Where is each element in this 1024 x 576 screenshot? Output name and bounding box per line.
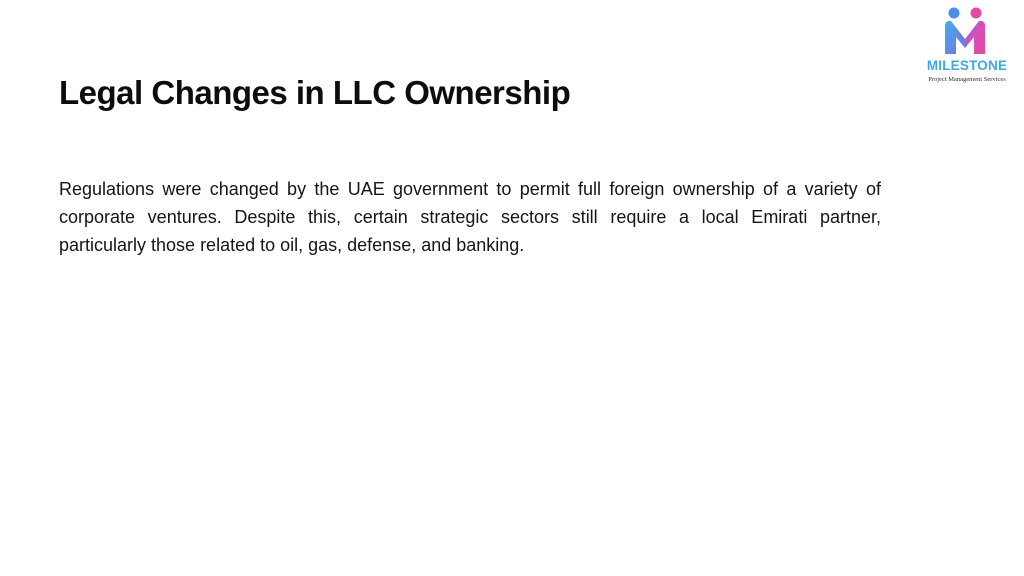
slide-body-text: Regulations were changed by the UAE government to permit full foreign ownership of a variety of corporate ventures. Despite this, certain strategic sectors still require a local Emirati partner, particularly those related to oil, gas, defense, and banking. bbox=[59, 179, 881, 255]
slide-title: Legal Changes in LLC Ownership bbox=[59, 74, 571, 111]
milestone-logo bbox=[912, 4, 1022, 88]
logo-wordmark: MILESTONE bbox=[926, 58, 1008, 73]
people-m-logo-icon bbox=[939, 6, 991, 62]
logo-tagline: Project Management Services bbox=[928, 76, 1006, 83]
